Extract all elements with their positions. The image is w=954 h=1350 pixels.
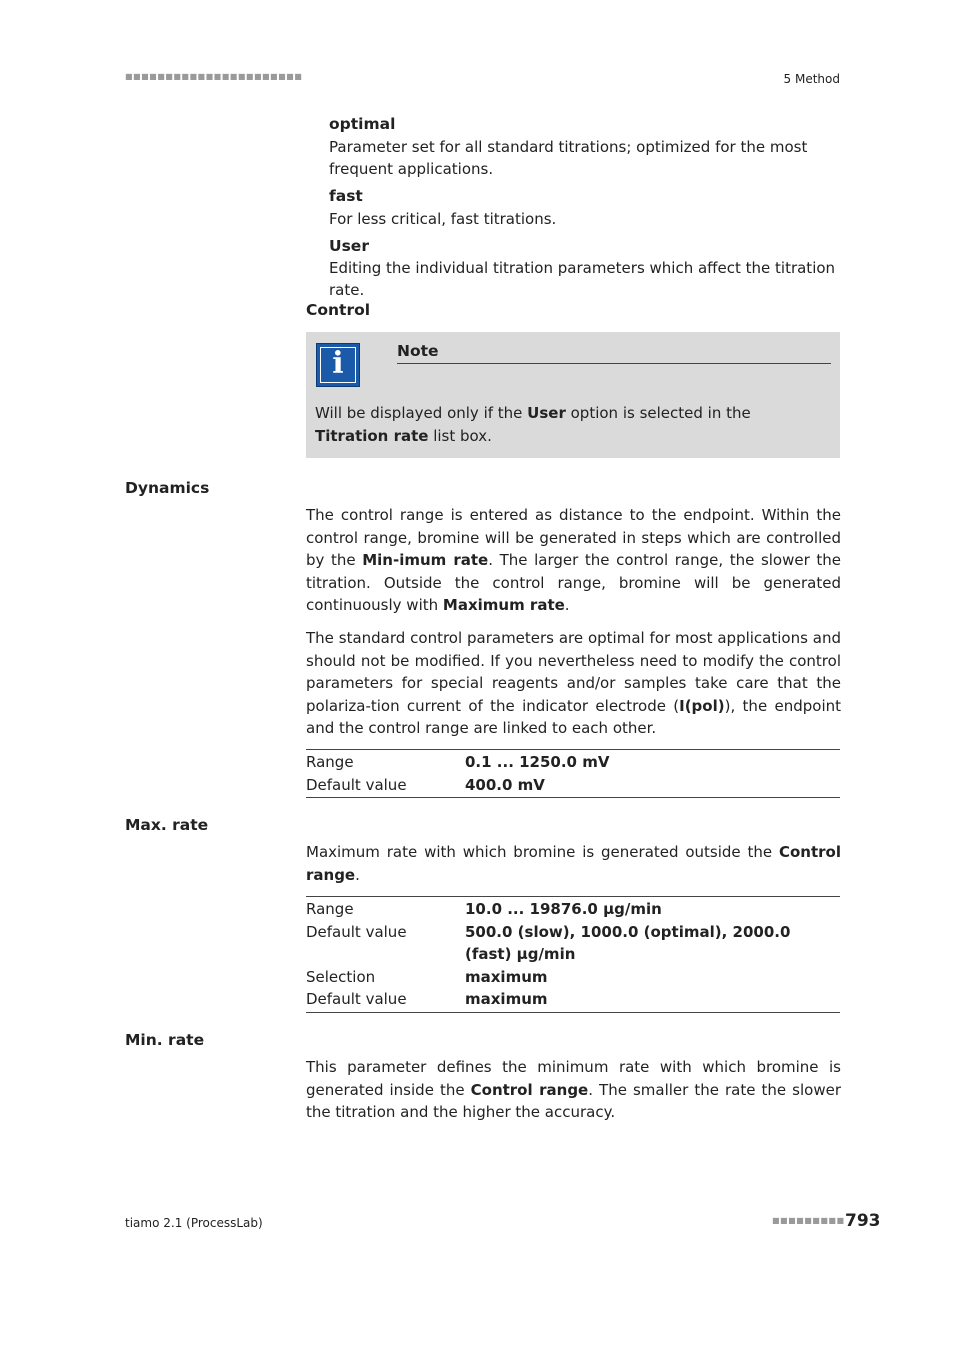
table-value: 0.1 ... 1250.0 mV: [465, 753, 610, 771]
dynamics-paragraph-1: The control range is entered as distance to the endpoint. Within the control range, bromine will be generated in steps which are controlled by the Min-imum rate. The larger the control range, the slower the titration. Outside the control range, bromine will be generated continuously with Maximum rate.: [306, 506, 841, 614]
option-term-optimal: optimal: [329, 115, 396, 133]
option-desc-fast: For less critical, fast titrations.: [329, 210, 557, 228]
table-key: Default value: [306, 922, 407, 941]
footer-product: tiamo 2.1 (ProcessLab): [125, 1216, 263, 1230]
table-row: [306, 921, 840, 966]
info-icon-glyph: i: [332, 346, 344, 381]
min-rate-label: Min. rate: [125, 1031, 205, 1049]
option-term-fast: fast: [329, 187, 363, 205]
note-divider: [397, 363, 831, 364]
dynamics-label: Dynamics: [125, 479, 210, 497]
table-value: 500.0 (slow), 1000.0 (optimal), 2000.0 (fast) µg/min: [465, 922, 791, 963]
dynamics-paragraph-2: The standard control parameters are optimal for most applications and should not be modified. If you nevertheless need to modify the control parameters for special reagents and/or samples take care that the polariza-tion current of the indicator electrode (I(pol)), the endpoint and the control range are linked to each other.: [306, 629, 841, 737]
note-text: Will be displayed only if the User option is selected in the Titration rate list box.: [315, 404, 751, 445]
table-row: [306, 751, 840, 774]
min-rate-paragraph: This parameter defines the minimum rate with which bromine is generated inside the Control range. The smaller the rate the slower the titration and the higher the accuracy.: [306, 1058, 841, 1121]
table-key: Default value: [306, 775, 407, 794]
table-key: Selection: [306, 967, 376, 986]
table-value: 400.0 mV: [465, 775, 545, 794]
table-value: 10.0 ... 19876.0 µg/min: [465, 900, 662, 918]
control-heading: Control: [306, 301, 371, 319]
info-icon: [316, 343, 360, 387]
max-rate-paragraph: Maximum rate with which bromine is generated outside the Control range.: [306, 843, 841, 884]
chapter-title: 5 Method: [783, 72, 840, 86]
max-rate-table: [306, 896, 840, 1013]
table-value: maximum: [465, 990, 548, 1008]
table-key: Range: [306, 753, 354, 771]
header-marks: ■■■■■■■■■■■■■■■■■■■■■■: [125, 72, 303, 81]
max-rate-label: Max. rate: [125, 816, 209, 834]
note-box: [306, 332, 840, 458]
table-row: [306, 966, 840, 989]
option-desc-optimal: Parameter set for all standard titrations; optimized for the most frequent applications.: [329, 138, 808, 178]
option-desc-user: Editing the individual titration parameters which affect the titration rate.: [329, 259, 836, 299]
table-row: [306, 774, 840, 797]
table-key: Default value: [306, 990, 407, 1008]
table-row: [306, 988, 840, 1011]
dynamics-table: [306, 749, 840, 798]
table-row: [306, 898, 840, 921]
table-value: maximum: [465, 967, 548, 986]
footer-marks: ■■■■■■■■■: [772, 1216, 845, 1225]
option-term-user: User: [329, 237, 369, 255]
note-title: Note: [397, 342, 439, 360]
page-number: 793: [845, 1211, 881, 1231]
table-key: Range: [306, 900, 354, 918]
